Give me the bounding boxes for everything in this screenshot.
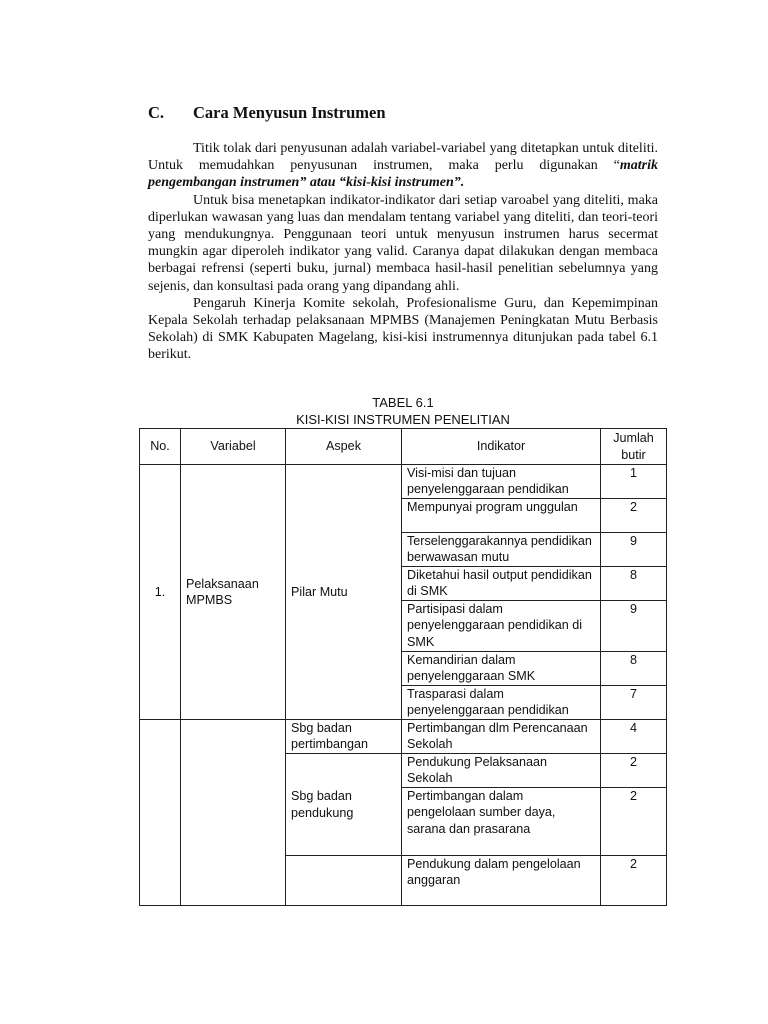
cell-jumlah: 2: [601, 856, 667, 906]
header-aspek: Aspek: [286, 429, 402, 465]
cell-indikator: Trasparasi dalam penyelenggaraan pendidikan: [402, 686, 601, 720]
cell-indikator: Partisipasi dalam penyelenggaraan pendidikan di SMK: [402, 601, 601, 652]
cell-jumlah: 9: [601, 533, 667, 567]
cell-indikator: Terselenggarakannya pendidikan berwawasan mutu: [402, 533, 601, 567]
header-variabel: Variabel: [181, 429, 286, 465]
cell-indikator: Pertimbangan dlm Perencanaan Sekolah: [402, 720, 601, 754]
header-no: No.: [140, 429, 181, 465]
paragraph-2: Untuk bisa menetapkan indikator-indikator dari setiap varoabel yang diteliti, maka diperlukan wawasan yang luas dan mendalam tentang variabel yang diteliti, dan teori-teori yang mendukungnya. Penggunaan teori untuk menyusun instrumen harus secermat mungkin agar diperoleh indikator yang valid. Caranya dapat dilakukan dengan membaca berbagai refrensi (seperti buku, jurnal) membaca hasil-hasil penelitian sebelumnya yang sejenis, dan konsultasi pada orang yang dipandang ahli.: [148, 192, 658, 294]
header-indikator: Indikator: [402, 429, 601, 465]
cell-variabel: Pelaksanaan MPMBS: [181, 465, 286, 720]
cell-aspek-pendukung: Sbg badan pendukung: [286, 754, 402, 856]
paragraph-3: Pengaruh Kinerja Komite sekolah, Profesionalisme Guru, dan Kepemimpinan Kepala Sekolah terhadap pelaksanaan MPMBS (Manajemen Peningkatan Mutu Berbasis Sekolah) di SMK Kabupaten Magelang, kisi-kisi instrumennya ditunjukan pada tabel 6.1 berikut.: [148, 295, 658, 363]
cell-aspek-pertimbangan: Sbg badan pertimbangan: [286, 720, 402, 754]
paragraph-1: [148, 140, 658, 192]
cell-jumlah: 9: [601, 601, 667, 652]
header-jumlah: Jumlah butir: [601, 429, 667, 465]
cell-aspek: Pilar Mutu: [286, 465, 402, 720]
cell-indikator: Visi-misi dan tujuan penyelenggaraan pendidikan: [402, 465, 601, 499]
table-row: [140, 720, 667, 754]
paragraph-1-text: Titik tolak dari penyusunan adalah variabel-variabel yang ditetapkan untuk diteliti. Untuk memudahkan penyusunan instrumen, maka perlu digunakan: [148, 141, 658, 174]
cell-indikator: Pertimbangan dalam pengelolaan sumber daya, sarana dan prasarana: [402, 788, 601, 856]
cell-jumlah: 4: [601, 720, 667, 754]
cell-jumlah: 8: [601, 567, 667, 601]
cell-jumlah: 1: [601, 465, 667, 499]
cell-indikator: Diketahui hasil output pendidikan di SMK: [402, 567, 601, 601]
cell-jumlah: 2: [601, 499, 667, 533]
cell-no: 1.: [140, 465, 181, 720]
body-text: [148, 140, 658, 364]
cell-jumlah: 2: [601, 788, 667, 856]
section-title: Cara Menyusun Instrumen: [193, 103, 386, 122]
cell-aspek-empty: [286, 856, 402, 906]
paragraph-1-emphasis: matrik pengembangan instrumen” atau “kisi-kisi instrumen”.: [148, 158, 658, 191]
section-letter: C.: [148, 103, 165, 122]
cell-indikator: Mempunyai program unggulan: [402, 499, 601, 533]
cell-jumlah: 8: [601, 652, 667, 686]
cell-indikator: Pendukung Pelaksanaan Sekolah: [402, 754, 601, 788]
table-header-row: [140, 429, 667, 465]
table-caption-number: TABEL 6.1: [372, 395, 434, 410]
cell-variabel-empty: [181, 720, 286, 906]
cell-jumlah: 7: [601, 686, 667, 720]
table-caption-title: KISI-KISI INSTRUMEN PENELITIAN: [296, 412, 510, 427]
section-heading: [148, 103, 386, 123]
paragraph-1-quote-open: “: [613, 158, 620, 174]
cell-jumlah: 2: [601, 754, 667, 788]
cell-indikator: Pendukung dalam pengelolaan anggaran: [402, 856, 601, 906]
kisi-kisi-table: [139, 428, 667, 906]
cell-no-empty: [140, 720, 181, 906]
cell-indikator: Kemandirian dalam penyelenggaraan SMK: [402, 652, 601, 686]
table-row: [140, 465, 667, 499]
